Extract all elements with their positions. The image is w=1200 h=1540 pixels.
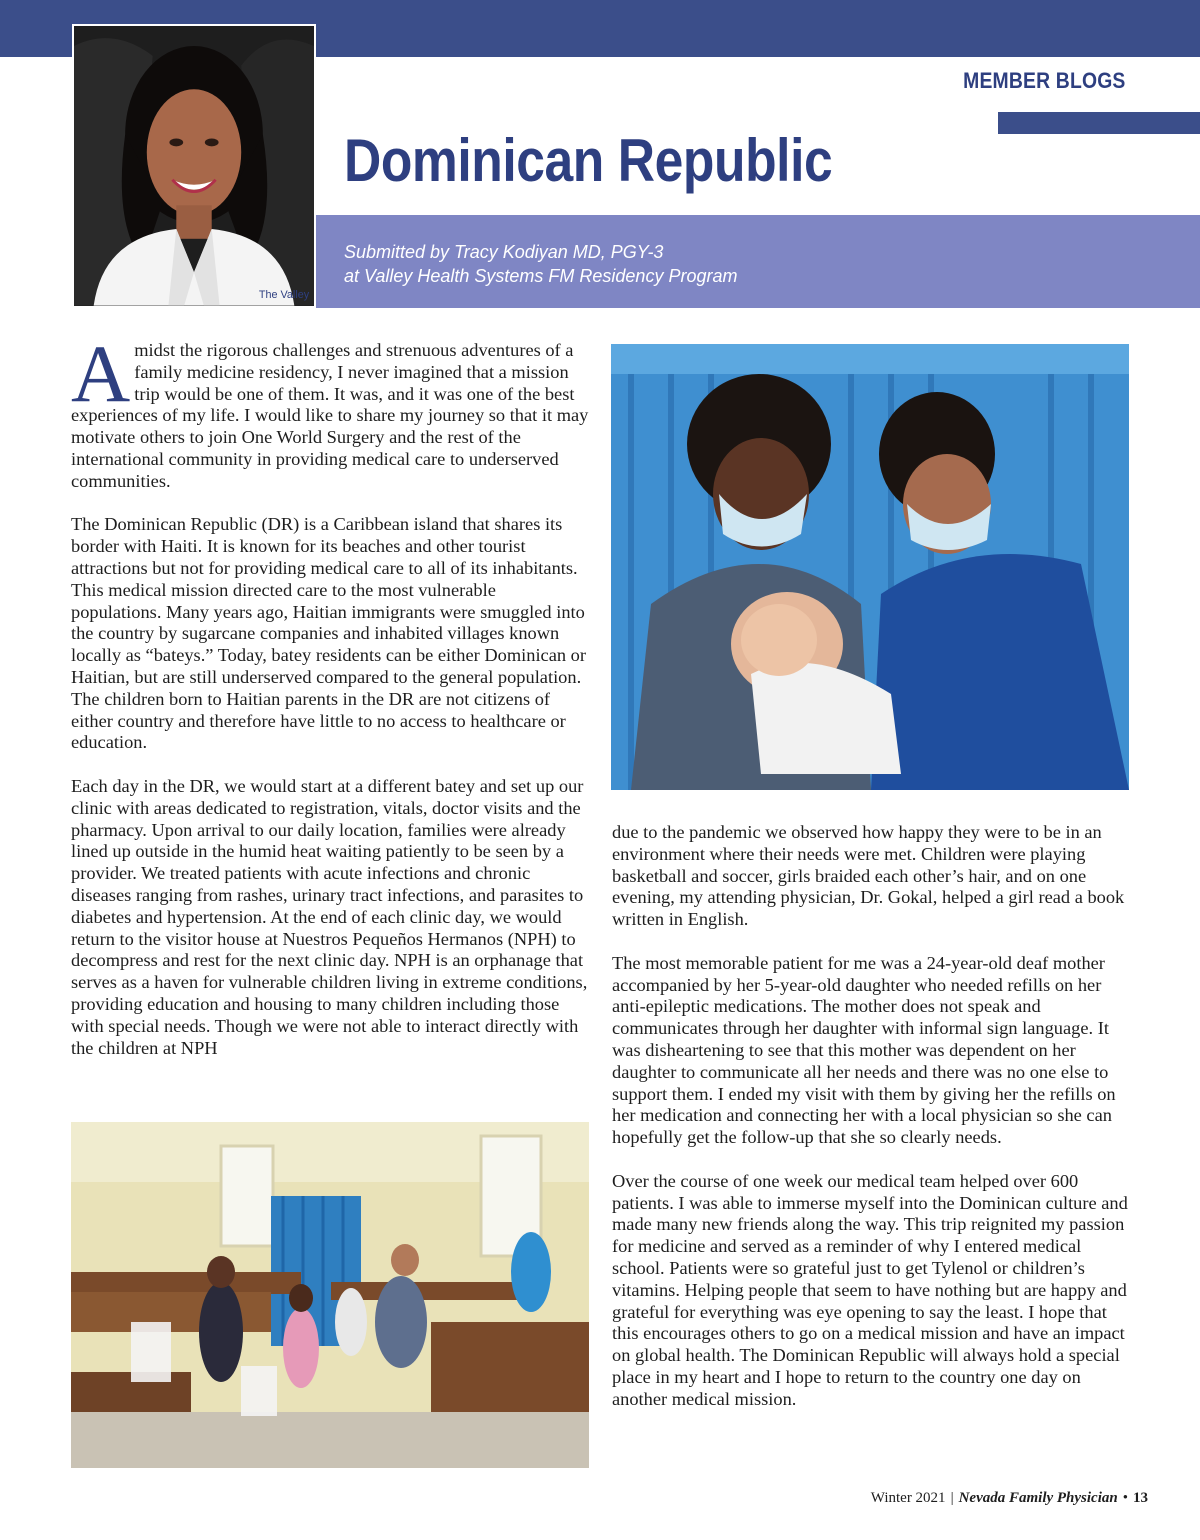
photo-clinic-waiting-room: [71, 1122, 589, 1468]
footer-bullet: •: [1122, 1490, 1128, 1506]
author-portrait-image: [74, 26, 314, 306]
footer-page-number: 13: [1133, 1490, 1148, 1506]
paragraph-dr-background: The Dominican Republic (DR) is a Caribbean island that shares its border with Haiti. It is known for its beaches and other tourist attractions but not for providing medical care to all of its inhabitants. This medical mission directed care to the most vulnerable populations. Many years ago, Haitian immigrants were smuggled into the country by sugarcane companies and inhabited villages known locally as “bateys.” Today, batey residents can be either Dominican or Haitian, but are still underserved compared to the general population. The children born to Haitian parents in the DR are not citizens of either country and therefore have little to no access to healthcare or education.: [71, 514, 586, 753]
paragraph-conclusion: Over the course of one week our medical team helped over 600 patients. I was able to immerse myself into the Dominican culture and made many new friends along the way. This trip reignited my passion for medicine and served as a reminder of why I entered medical school. Patients were so grateful just to get Tylenol or children’s vitamins. Helping people that seem to have nothing but are happy and grateful for everything was eye opening to say the least. I hope that this encourages others to go on a medical mission and have an impact on global health. The Dominican Republic will always hold a special place in my heart and I hope to return to the country one day on another medical mission.: [612, 1170, 1128, 1409]
footer-separator: |: [950, 1490, 954, 1506]
paragraph-nph-children: due to the pandemic we observed how happy they were to be in an environment where their needs were met. Children were playing basketball and soccer, girls braided each other’s hair, and on one evening, my attending physician, Dr. Gokal, helped a girl read a book written in English.: [612, 822, 1125, 930]
drop-cap: A: [71, 328, 131, 419]
paragraph-daily-clinic: Each day in the DR, we would start at a different batey and set up our clinic with areas dedicated to registration, vitals, doctor visits and the pharmacy. Upon arrival to our daily location, families were already lined up outside in the humid heat waiting patiently to be seen by a provider. We treated patients with acute infections and chronic diseases ranging from rashes, urinary tract infections, and parasites to diabetes and hypertension. At the end of each clinic day, we would return to the visitor house at Nuestros Pequeños Hermanos (NPH) to decompress and rest for the next clinic day. NPH is an orphanage that serves as a haven for vulnerable children living in extreme conditions, providing education and housing to many children including those with special needs. Though we were not able to interact directly with the children at NPH: [71, 775, 588, 1058]
section-label: MEMBER BLOGS: [963, 68, 1126, 93]
byline-line-1: Submitted by Tracy Kodiyan MD, PGY-3: [344, 242, 664, 262]
right-column-text: [612, 822, 1128, 1411]
page-footer: [871, 1490, 1148, 1507]
footer-season: Winter 2021: [870, 1490, 946, 1506]
photo-doctor-examining-baby: [611, 344, 1129, 790]
left-column-upper: [71, 328, 589, 1059]
paragraph-memorable-patient: The most memorable patient for me was a 24-year-old deaf mother accompanied by her 5-year-old daughter who needed refills on her anti-epileptic medications. The mother does not speak and communicates through her daughter with informal sign language. It was disheartening to see that this mother was dependent on her daughter to communicate all her needs and there was no one else to support them. I ended my visit with them by giving her the refills on her medication and connecting her with a local physician so she can hopefully get the follow-up that she so clearly needs.: [612, 952, 1116, 1148]
portrait-badge-logo: The Valley: [258, 288, 310, 301]
paragraph-intro: [71, 328, 589, 493]
byline: [344, 240, 737, 288]
author-portrait: [72, 24, 316, 308]
byline-line-2: at Valley Health Systems FM Residency Program: [344, 266, 738, 286]
page-title: Dominican Republic: [344, 127, 833, 194]
photo-doctor-examining-baby-image: [611, 344, 1129, 790]
section-accent-bar: [998, 112, 1200, 134]
photo-clinic-waiting-room-image: [71, 1122, 589, 1468]
paragraph-intro-text: midst the rigorous challenges and strenuous adventures of a family medicine residency, I never imagined that a mission trip would be one of them. It was, and it was one of the best experiences of my life. I would like to share my journey so that it may motivate others to join One World Surgery and the rest of the international community in providing medical care to underserved communities.: [71, 340, 589, 491]
footer-magazine-name: Nevada Family Physician: [958, 1490, 1118, 1506]
